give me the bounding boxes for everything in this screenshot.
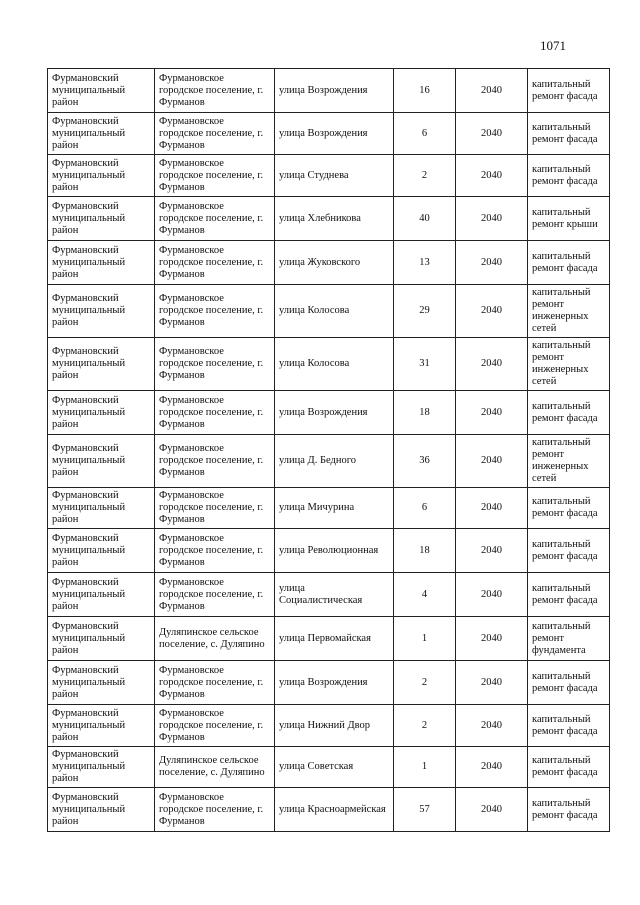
district-cell: Фурмановский муниципальный район: [48, 788, 155, 832]
district-cell: Фурмановский муниципальный район: [48, 747, 155, 788]
settlement-cell: Дуляпинское сельское поселение, с. Дуляпино: [155, 617, 275, 661]
year-cell: 2040: [456, 113, 528, 155]
table-row: [48, 285, 610, 338]
year-cell: 2040: [456, 197, 528, 241]
house-number-cell: 6: [394, 113, 456, 155]
settlement-cell: Фурмановское городское поселение, г. Фурманов: [155, 661, 275, 705]
district-cell: Фурмановский муниципальный район: [48, 617, 155, 661]
table-row: [48, 155, 610, 197]
settlement-cell: Фурмановское городское поселение, г. Фурманов: [155, 573, 275, 617]
table-row: [48, 488, 610, 529]
settlement-cell: Фурмановское городское поселение, г. Фурманов: [155, 155, 275, 197]
street-cell: улица Д. Бедного: [275, 435, 394, 488]
street-cell: улица Возрождения: [275, 391, 394, 435]
district-cell: Фурмановский муниципальный район: [48, 155, 155, 197]
work-type-cell: капитальный ремонт фасада: [528, 529, 610, 573]
year-cell: 2040: [456, 338, 528, 391]
table-row: [48, 747, 610, 788]
district-cell: Фурмановский муниципальный район: [48, 69, 155, 113]
house-number-cell: 31: [394, 338, 456, 391]
table-row: [48, 788, 610, 832]
house-number-cell: 2: [394, 155, 456, 197]
settlement-cell: Фурмановское городское поселение, г. Фурманов: [155, 488, 275, 529]
table-row: [48, 573, 610, 617]
work-type-cell: капитальный ремонт фасада: [528, 69, 610, 113]
year-cell: 2040: [456, 705, 528, 747]
work-type-cell: капитальный ремонт инженерных сетей: [528, 435, 610, 488]
street-cell: улица Хлебникова: [275, 197, 394, 241]
settlement-cell: Фурмановское городское поселение, г. Фурманов: [155, 705, 275, 747]
table-body: [48, 69, 610, 832]
table-row: [48, 661, 610, 705]
year-cell: 2040: [456, 391, 528, 435]
house-number-cell: 6: [394, 488, 456, 529]
year-cell: 2040: [456, 788, 528, 832]
work-type-cell: капитальный ремонт инженерных сетей: [528, 338, 610, 391]
work-type-cell: капитальный ремонт фундамента: [528, 617, 610, 661]
settlement-cell: Фурмановское городское поселение, г. Фурманов: [155, 435, 275, 488]
table-row: [48, 529, 610, 573]
work-type-cell: капитальный ремонт фасада: [528, 788, 610, 832]
district-cell: Фурмановский муниципальный район: [48, 338, 155, 391]
district-cell: Фурмановский муниципальный район: [48, 241, 155, 285]
street-cell: улица Красноармейская: [275, 788, 394, 832]
year-cell: 2040: [456, 69, 528, 113]
house-number-cell: 13: [394, 241, 456, 285]
street-cell: улица Нижний Двор: [275, 705, 394, 747]
year-cell: 2040: [456, 529, 528, 573]
street-cell: улица Колосова: [275, 338, 394, 391]
work-type-cell: капитальный ремонт фасада: [528, 488, 610, 529]
district-cell: Фурмановский муниципальный район: [48, 488, 155, 529]
house-number-cell: 1: [394, 617, 456, 661]
settlement-cell: Фурмановское городское поселение, г. Фурманов: [155, 529, 275, 573]
settlement-cell: Фурмановское городское поселение, г. Фурманов: [155, 788, 275, 832]
street-cell: улица Революционная: [275, 529, 394, 573]
street-cell: улица Советская: [275, 747, 394, 788]
table-row: [48, 391, 610, 435]
table-row: [48, 241, 610, 285]
work-type-cell: капитальный ремонт фасада: [528, 113, 610, 155]
settlement-cell: Фурмановское городское поселение, г. Фурманов: [155, 113, 275, 155]
house-number-cell: 2: [394, 705, 456, 747]
house-number-cell: 1: [394, 747, 456, 788]
table-row: [48, 338, 610, 391]
house-number-cell: 18: [394, 391, 456, 435]
table-row: [48, 113, 610, 155]
street-cell: улица Жуковского: [275, 241, 394, 285]
work-type-cell: капитальный ремонт фасада: [528, 661, 610, 705]
work-type-cell: капитальный ремонт фасада: [528, 155, 610, 197]
year-cell: 2040: [456, 488, 528, 529]
house-number-cell: 40: [394, 197, 456, 241]
house-number-cell: 18: [394, 529, 456, 573]
work-type-cell: капитальный ремонт фасада: [528, 573, 610, 617]
district-cell: Фурмановский муниципальный район: [48, 573, 155, 617]
street-cell: улица Мичурина: [275, 488, 394, 529]
year-cell: 2040: [456, 241, 528, 285]
settlement-cell: Фурмановское городское поселение, г. Фурманов: [155, 197, 275, 241]
year-cell: 2040: [456, 435, 528, 488]
table-row: [48, 705, 610, 747]
district-cell: Фурмановский муниципальный район: [48, 435, 155, 488]
table-row: [48, 435, 610, 488]
house-number-cell: 16: [394, 69, 456, 113]
settlement-cell: Фурмановское городское поселение, г. Фурманов: [155, 285, 275, 338]
street-cell: улица Возрождения: [275, 661, 394, 705]
street-cell: улица Возрождения: [275, 113, 394, 155]
street-cell: улица Колосова: [275, 285, 394, 338]
work-type-cell: капитальный ремонт фасада: [528, 241, 610, 285]
page-number: 1071: [540, 38, 566, 53]
house-number-cell: 2: [394, 661, 456, 705]
district-cell: Фурмановский муниципальный район: [48, 705, 155, 747]
house-number-cell: 57: [394, 788, 456, 832]
year-cell: 2040: [456, 573, 528, 617]
settlement-cell: Фурмановское городское поселение, г. Фурманов: [155, 391, 275, 435]
district-cell: Фурмановский муниципальный район: [48, 391, 155, 435]
work-type-cell: капитальный ремонт инженерных сетей: [528, 285, 610, 338]
district-cell: Фурмановский муниципальный район: [48, 661, 155, 705]
district-cell: Фурмановский муниципальный район: [48, 113, 155, 155]
table-row: [48, 617, 610, 661]
work-type-cell: капитальный ремонт фасада: [528, 747, 610, 788]
year-cell: 2040: [456, 155, 528, 197]
district-cell: Фурмановский муниципальный район: [48, 529, 155, 573]
work-type-cell: капитальный ремонт фасада: [528, 705, 610, 747]
street-cell: улица Первомайская: [275, 617, 394, 661]
settlement-cell: Дуляпинское сельское поселение, с. Дуляпино: [155, 747, 275, 788]
house-number-cell: 29: [394, 285, 456, 338]
year-cell: 2040: [456, 617, 528, 661]
settlement-cell: Фурмановское городское поселение, г. Фурманов: [155, 69, 275, 113]
house-number-cell: 36: [394, 435, 456, 488]
settlement-cell: Фурмановское городское поселение, г. Фурманов: [155, 338, 275, 391]
settlement-cell: Фурмановское городское поселение, г. Фурманов: [155, 241, 275, 285]
year-cell: 2040: [456, 661, 528, 705]
district-cell: Фурмановский муниципальный район: [48, 285, 155, 338]
repair-table: [47, 68, 610, 832]
table-row: [48, 69, 610, 113]
street-cell: улица Социалистическая: [275, 573, 394, 617]
district-cell: Фурмановский муниципальный район: [48, 197, 155, 241]
street-cell: улица Студнева: [275, 155, 394, 197]
house-number-cell: 4: [394, 573, 456, 617]
street-cell: улица Возрождения: [275, 69, 394, 113]
year-cell: 2040: [456, 285, 528, 338]
table-row: [48, 197, 610, 241]
year-cell: 2040: [456, 747, 528, 788]
work-type-cell: капитальный ремонт фасада: [528, 391, 610, 435]
work-type-cell: капитальный ремонт крыши: [528, 197, 610, 241]
